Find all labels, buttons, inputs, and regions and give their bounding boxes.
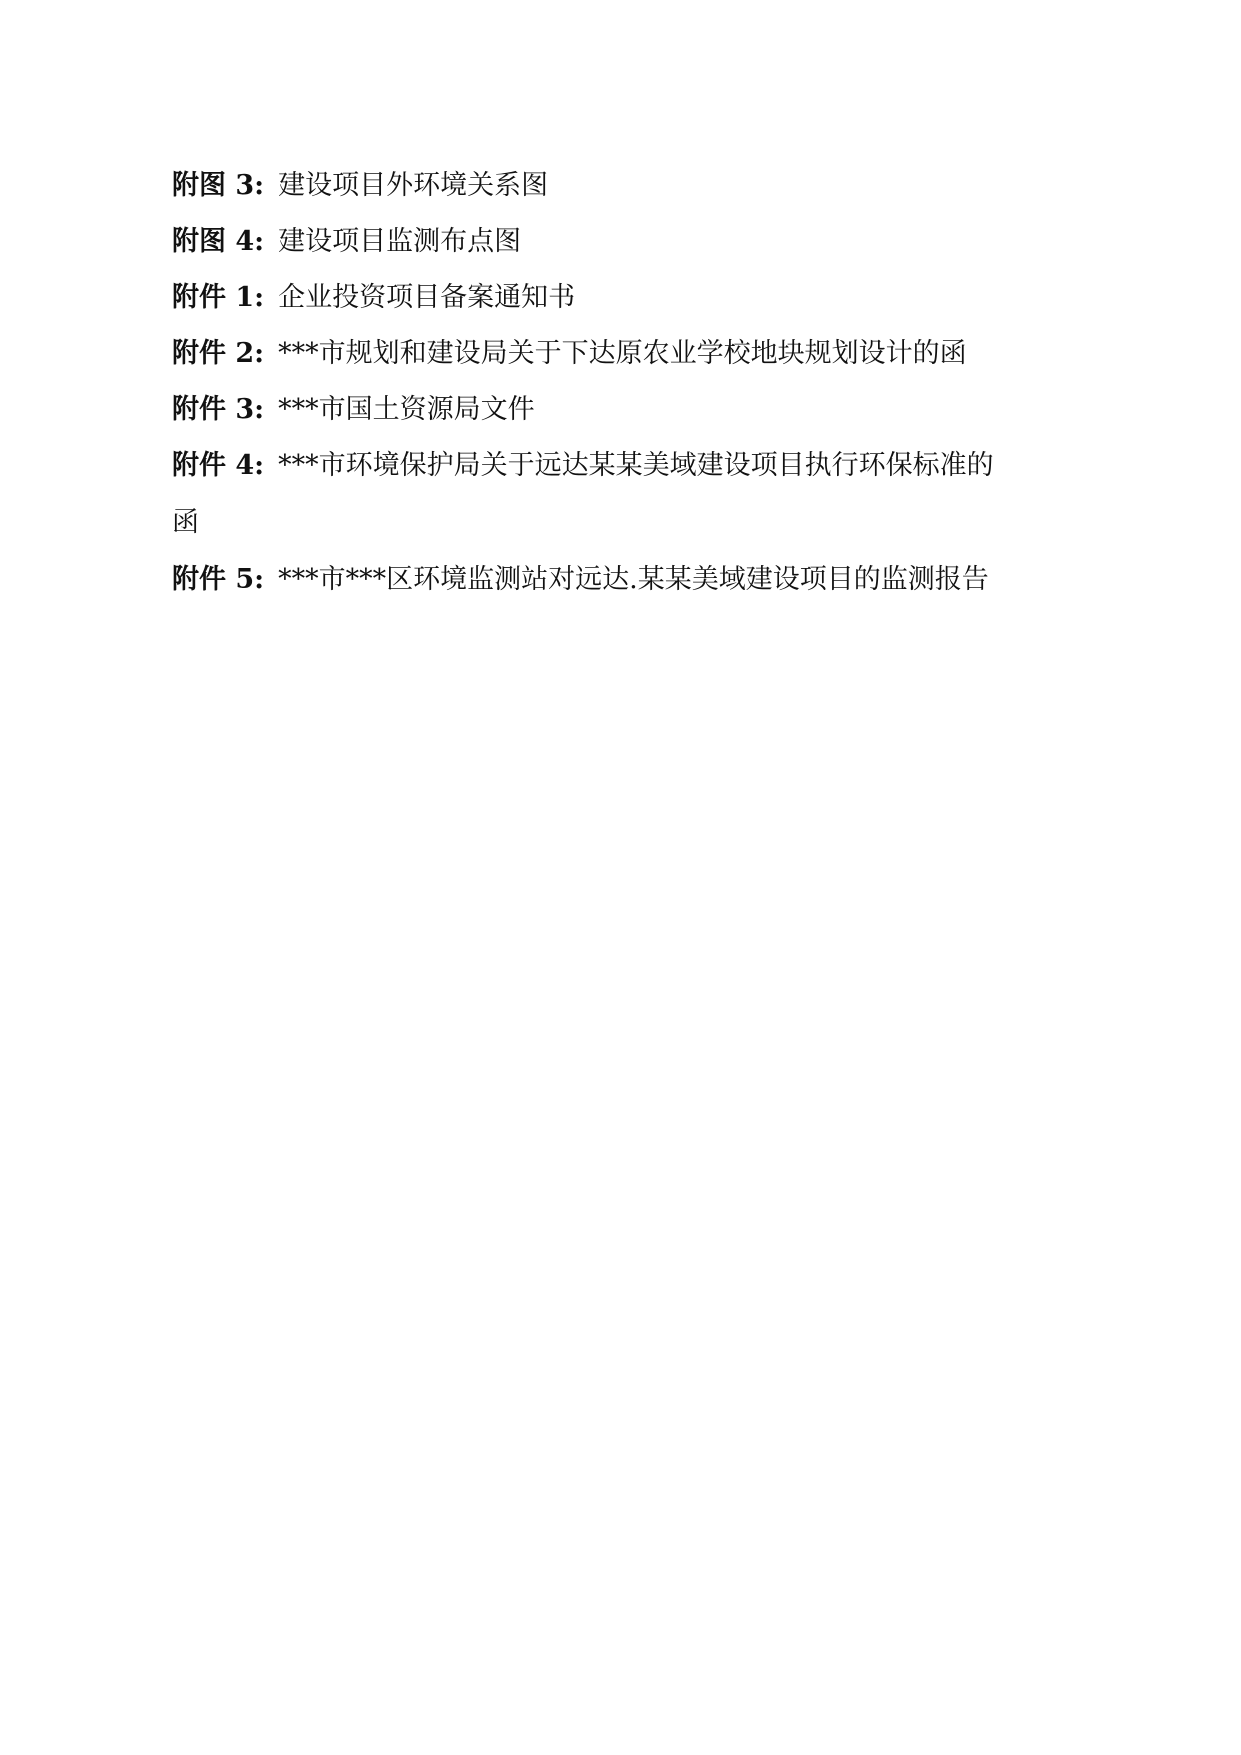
list-item <box>172 158 1072 214</box>
list-item <box>172 326 1072 382</box>
attachment-list <box>172 158 1072 608</box>
attachment-title: 企业投资项目备案通知书 <box>278 282 576 313</box>
attachment-label: 附图 4: <box>172 226 265 257</box>
list-item <box>172 214 1072 270</box>
list-item <box>172 382 1072 438</box>
attachment-title-continuation: 函 <box>172 507 199 538</box>
attachment-title: ***市环境保护局关于远达某某美域建设项目执行环保标准的 <box>278 450 994 481</box>
list-item <box>172 438 1072 494</box>
attachment-label: 附件 3: <box>172 394 265 425</box>
attachment-title: 建设项目监测布点图 <box>278 226 522 257</box>
attachment-title: ***市规划和建设局关于下达原农业学校地块规划设计的函 <box>278 338 967 369</box>
attachment-title: 建设项目外环境关系图 <box>278 170 549 201</box>
attachment-label: 附件 1: <box>172 282 265 313</box>
list-item <box>172 270 1072 326</box>
attachment-label: 附图 3: <box>172 170 265 201</box>
attachment-label: 附件 5: <box>172 564 265 595</box>
list-item <box>172 552 1072 608</box>
attachment-label: 附件 4: <box>172 450 265 481</box>
attachment-label: 附件 2: <box>172 338 265 369</box>
attachment-title: ***市国土资源局文件 <box>278 394 535 425</box>
attachment-title: ***市***区环境监测站对远达.某某美域建设项目的监测报告 <box>278 564 989 595</box>
